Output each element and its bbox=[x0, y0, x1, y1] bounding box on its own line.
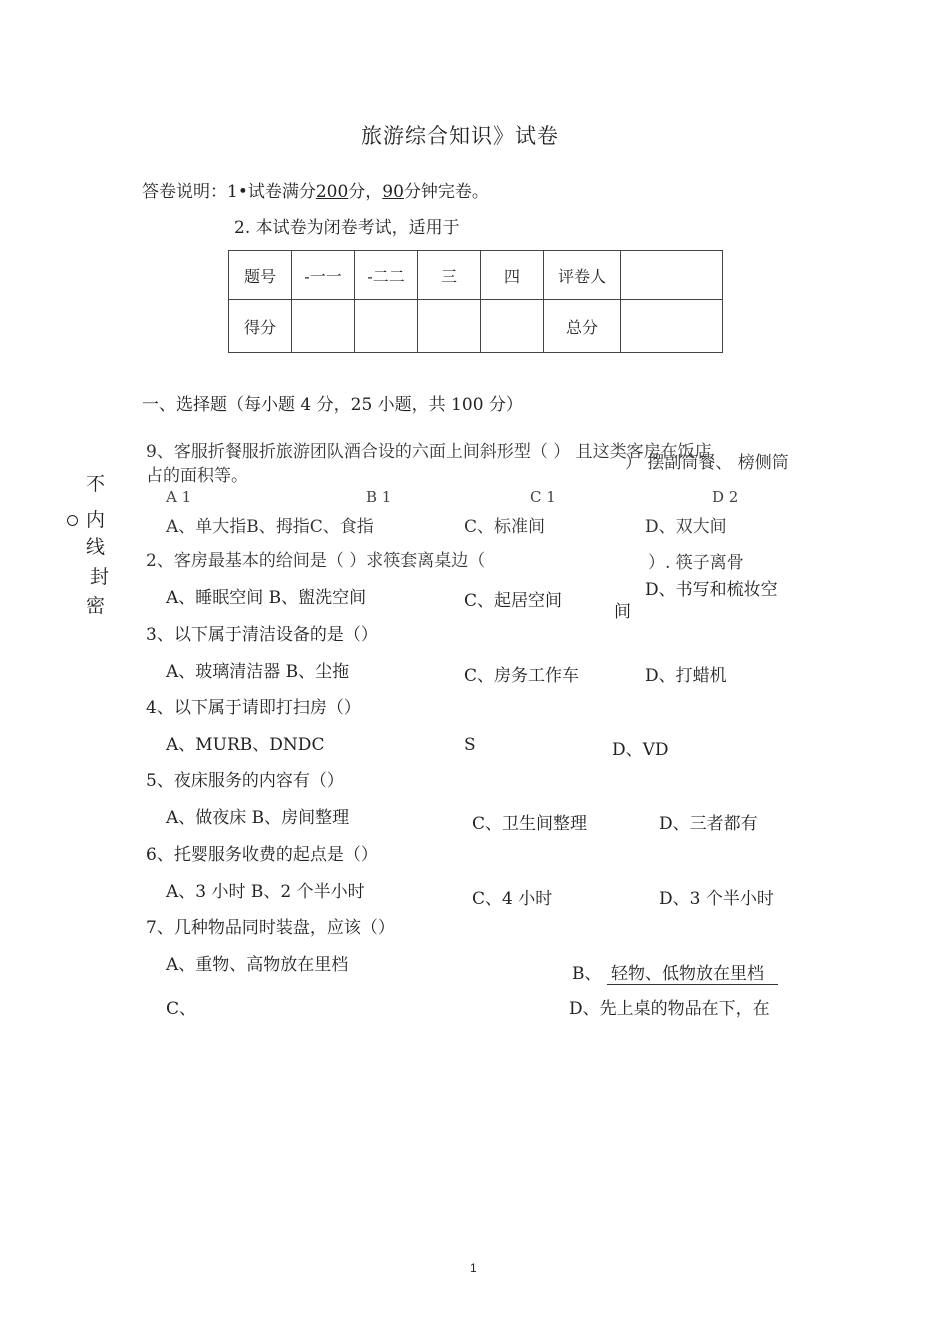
q6-option-c: C、4 小时 bbox=[472, 889, 553, 909]
overlap-line-d-right: ）. 筷子离骨 bbox=[648, 553, 744, 573]
overlap-line-a-right: ） 摆副筒餐、 榜侧筒 bbox=[625, 453, 789, 473]
binding-hole-icon bbox=[67, 515, 78, 526]
q4-option-c: S bbox=[464, 735, 476, 755]
overlap-label-row bbox=[160, 488, 800, 506]
side-char: 不 bbox=[86, 473, 106, 495]
q7-option-a: A、重物、高物放在里档 bbox=[166, 955, 349, 975]
score-cell bbox=[481, 300, 544, 353]
q4-stem: 4、以下属于请即打扫房（） bbox=[146, 698, 361, 718]
side-char: 内 bbox=[86, 509, 106, 531]
q3-stem: 3、以下属于清洁设备的是（） bbox=[146, 625, 378, 645]
q5-option-d: D、三者都有 bbox=[659, 814, 758, 834]
score-cell: 总分 bbox=[544, 300, 621, 353]
q3-option-d: D、打蜡机 bbox=[645, 666, 727, 686]
option-label: C 1 bbox=[530, 488, 556, 506]
score-table-header-row bbox=[229, 251, 723, 300]
header-cell: 四 bbox=[481, 251, 544, 300]
header-cell: -一一 bbox=[292, 251, 355, 300]
score-cell bbox=[292, 300, 355, 353]
q4-option-ab: A、MURB、DNDC bbox=[166, 735, 325, 755]
q2-option-d: D、书写和梳妆空 bbox=[645, 580, 778, 600]
header-cell: 题号 bbox=[229, 251, 292, 300]
instructions-suffix: 分钟完卷。 bbox=[403, 182, 489, 202]
instructions-line-2: 2. 本试卷为闭卷考试，适用于 bbox=[234, 218, 460, 238]
overlap-line-b: 占的面积等。 bbox=[146, 466, 248, 486]
q7-option-b: 轻物、低物放在里档 bbox=[607, 959, 778, 985]
exam-title: 旅游综合知识》试卷 bbox=[361, 124, 559, 148]
score-table-score-row bbox=[229, 300, 723, 353]
score-cell bbox=[355, 300, 418, 353]
q4-option-d: D、VD bbox=[612, 740, 669, 760]
side-char: 线 bbox=[86, 536, 106, 558]
header-cell: -二二 bbox=[355, 251, 418, 300]
option-label: D 2 bbox=[712, 488, 739, 506]
overlap-line-d: 2、客房最基本的给间是（ ）求筷套离桌边（ bbox=[146, 551, 486, 571]
q3-option-ab: A、玻璃清洁器 B、尘拖 bbox=[166, 662, 350, 682]
score-cell bbox=[418, 300, 481, 353]
score-cell bbox=[621, 300, 723, 353]
overlap-line-c-mid: C、标准间 bbox=[464, 517, 546, 537]
overlap-line-c-right: D、双大间 bbox=[645, 517, 727, 537]
score-cell: 得分 bbox=[229, 300, 292, 353]
q7-stem: 7、几种物品同时装盘，应该（） bbox=[146, 918, 395, 938]
header-cell bbox=[621, 251, 723, 300]
instructions-mid: 分， bbox=[348, 182, 383, 202]
q6-option-ab: A、3 小时 B、2 个半小时 bbox=[166, 882, 365, 902]
q2-option-d-wrap: 间 bbox=[614, 602, 631, 622]
side-char: 密 bbox=[86, 595, 106, 617]
option-label: A 1 bbox=[166, 488, 192, 506]
overlap-line-a: 9、客服折餐服折旅游团队酒合设的六面上间斜形型（ ） 且这类客房在饭店 bbox=[146, 442, 712, 462]
instructions-line-1 bbox=[142, 177, 489, 202]
header-cell: 三 bbox=[418, 251, 481, 300]
instructions-prefix: 答卷说明：1•试卷满分 bbox=[142, 182, 316, 202]
header-cell: 评卷人 bbox=[544, 251, 621, 300]
q7-option-b-label: B、 bbox=[572, 964, 602, 984]
q5-option-c: C、卫生间整理 bbox=[472, 814, 588, 834]
q7-option-c: C、 bbox=[166, 999, 197, 1019]
option-label: B 1 bbox=[366, 488, 392, 506]
q5-stem: 5、夜床服务的内容有（） bbox=[146, 771, 344, 791]
page-number: 1 bbox=[470, 1261, 477, 1275]
exam-minutes: 90 bbox=[382, 182, 404, 202]
q6-stem: 6、托婴服务收费的起点是（） bbox=[146, 845, 378, 865]
section-1-heading: 一、选择题（每小题 4 分，25 小题，共 100 分） bbox=[142, 395, 523, 415]
total-score: 200 bbox=[315, 182, 349, 202]
overlap-line-c-left: A、单大指B、拇指C、食指 bbox=[166, 517, 374, 537]
q2-option-ab: A、睡眠空间 B、盥洗空间 bbox=[166, 588, 367, 608]
side-char: 封 bbox=[90, 566, 110, 588]
q3-option-c: C、房务工作车 bbox=[464, 666, 580, 686]
score-table bbox=[228, 250, 723, 353]
q7-option-d: D、先上桌的物品在下，在 bbox=[569, 999, 770, 1019]
q5-option-ab: A、做夜床 B、房间整理 bbox=[166, 808, 350, 828]
q6-option-d: D、3 个半小时 bbox=[659, 889, 774, 909]
q2-option-c: C、起居空间 bbox=[464, 591, 563, 611]
